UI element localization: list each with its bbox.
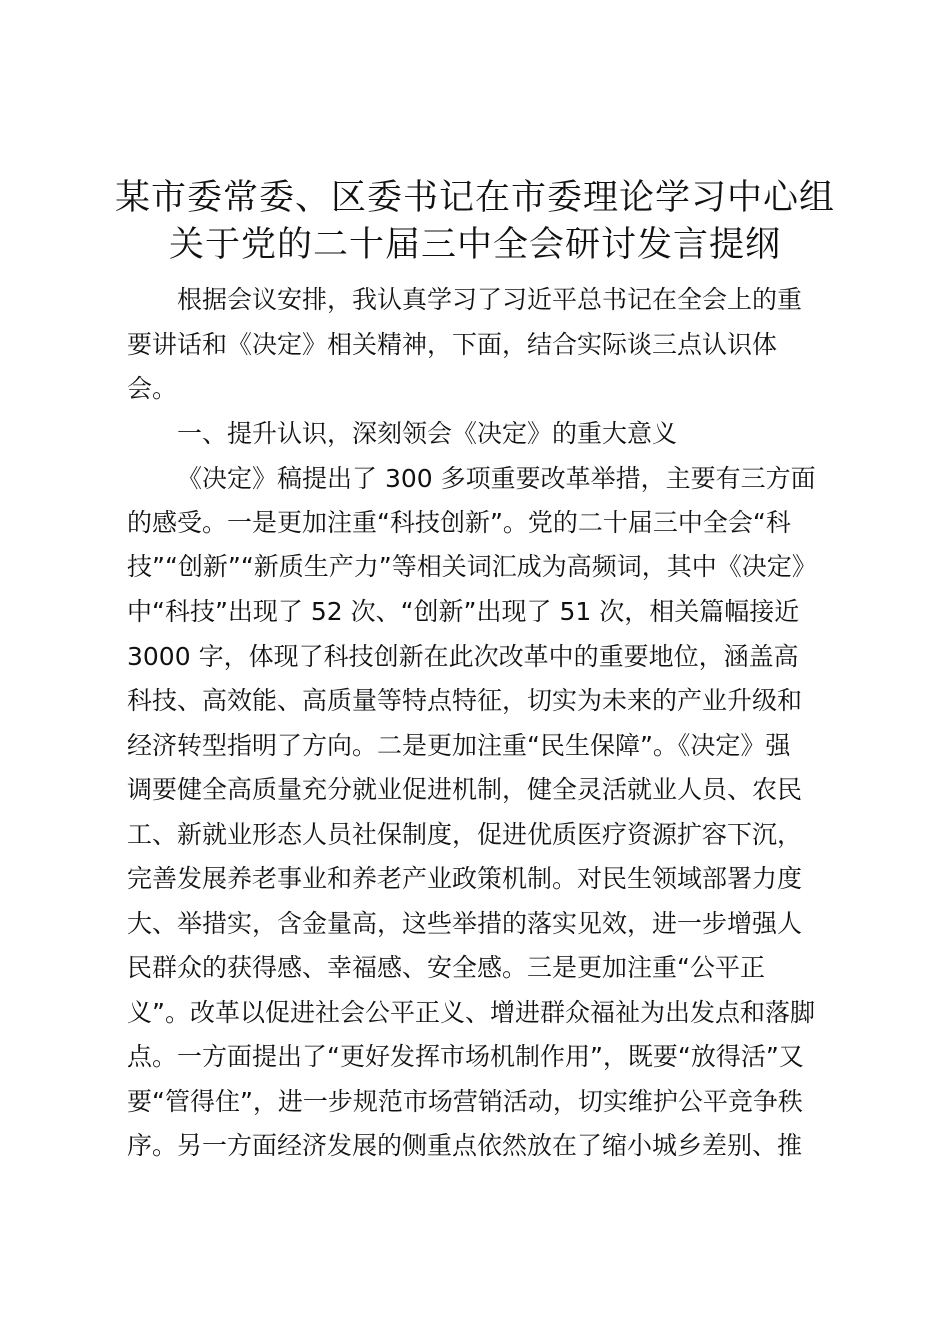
document-title-line-2: 关于党的二十届三中全会研讨发言提纲: [168, 225, 781, 265]
paragraph-line: 3000 字，体现了科技创新在此次改革中的重要地位，涵盖高: [127, 642, 799, 671]
document-title-line-1: 某市委常委、区委书记在市委理论学习中心组: [114, 178, 835, 218]
paragraph-line: 要“管得住”，进一步规范市场营销活动，切实维护公平竞争秩: [127, 1087, 803, 1116]
paragraph-line: 会。: [127, 374, 178, 403]
paragraph-line: 的感受。一是更加注重“科技创新”。党的二十届三中全会“科: [127, 508, 791, 537]
paragraph-line: 科技、高效能、高质量等特点特征，切实为未来的产业升级和: [127, 686, 803, 715]
paragraph-line: 经济转型指明了方向。二是更加注重“民生保障”。《决定》强: [127, 731, 791, 760]
paragraph-line: 调要健全高质量充分就业促进机制，健全灵活就业人员、农民: [127, 775, 803, 804]
paragraph-line: 大、举措实，含金量高，这些举措的落实见效，进一步增强人: [127, 909, 803, 938]
paragraph-line: 工、新就业形态人员社保制度，促进优质医疗资源扩容下沉，: [127, 820, 803, 849]
paragraph-line: 要讲话和《决定》相关精神，下面，结合实际谈三点认识体: [127, 330, 778, 359]
section-heading: 一、提升认识，深刻领会《决定》的重大意义: [177, 419, 678, 448]
paragraph-line: 中“科技”出现了 52 次、“创新”出现了 51 次，相关篇幅接近: [127, 597, 800, 626]
paragraph-line: 民群众的获得感、幸福感、安全感。三是更加注重“公平正: [127, 953, 765, 982]
paragraph-line: 义”。改革以促进社会公平正义、增进群众福祉为出发点和落脚: [127, 998, 815, 1027]
paragraph-line: 技”“创新”“新质生产力”等相关词汇成为高频词，其中《决定》: [127, 552, 817, 581]
paragraph-line: 根据会议安排，我认真学习了习近平总书记在全会上的重: [177, 285, 803, 314]
paragraph-line: 《决定》稿提出了 300 多项重要改革举措，主要有三方面: [177, 464, 816, 493]
paragraph-line: 完善发展养老事业和养老产业政策机制。对民生领域部署力度: [127, 864, 803, 893]
paragraph-line: 序。另一方面经济发展的侧重点依然放在了缩小城乡差别、推: [127, 1131, 803, 1160]
paragraph-line: 点。一方面提出了“更好发挥市场机制作用”，既要“放得活”又: [127, 1042, 804, 1071]
